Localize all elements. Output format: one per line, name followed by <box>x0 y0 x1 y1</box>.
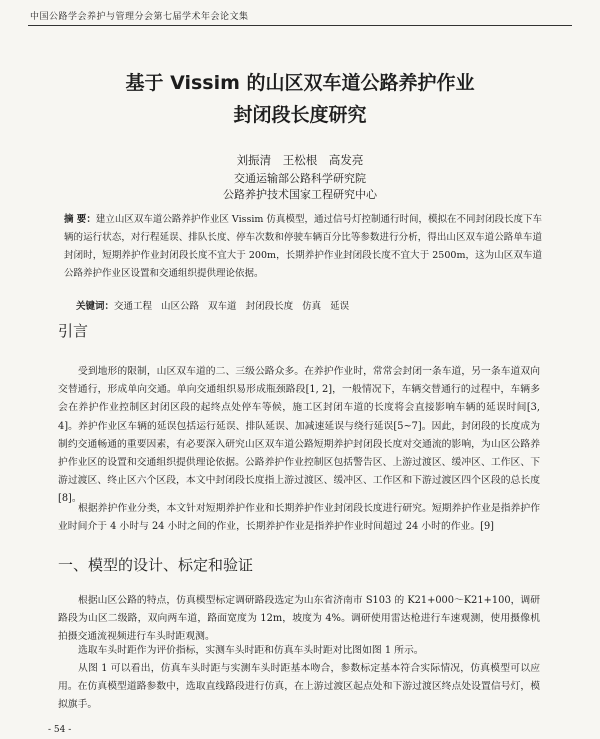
abstract <box>64 211 542 283</box>
model-paragraph-3: 从图 1 可以看出，仿真车头时距与实测车头时距基本吻合，参数标定基本符合实际情况，仿真模型可以应用。在仿真模型道路参数中，选取直线路段进行仿真，在上游过渡区起点处和下游过渡区终点处设置信号灯，模拟旗手。 <box>58 663 540 711</box>
section-title-model: 一、模型的设计、标定和验证 <box>58 556 254 574</box>
page-number: - 54 - <box>48 725 72 735</box>
model-paragraph-1: 根据山区公路的特点，仿真模型标定调研路段选定为山东省济南市 S103 的 K21+000～K21+100，调研路段为山区二级路，双向两车道，路面宽度为 12m，坡度为 4%。调研使用雷达枪进行车速观测，使用摄像机拍摄交通流视频进行车头时距观测。 <box>58 595 540 643</box>
section-title-intro: 引言 <box>58 322 89 340</box>
model-paragraph-2: 选取车头时距作为评价指标，实测车头时距和仿真车头时距对比图如图 1 所示。 <box>78 645 424 656</box>
keywords <box>76 298 536 312</box>
paper-title-line1: 基于 Vissim 的山区双车道公路养护作业 <box>125 72 475 94</box>
keywords-label: 关键词： <box>76 301 115 312</box>
affiliation-2: 公路养护技术国家工程研究中心 <box>223 188 377 201</box>
header-rule <box>28 25 572 26</box>
affiliation-1: 交通运输部公路科学研究院 <box>234 172 366 185</box>
intro-paragraph-2: 根据养护作业分类，本文针对短期养护作业和长期养护作业封闭段长度进行研究。短期养护作业是指养护作业时间介于 4 小时与 24 小时之间的作业，长期养护作业是指养护作业时间超过 24 小时的作业。[9] <box>58 503 540 533</box>
keywords-text: 交通工程 山区公路 双车道 封闭段长度 仿真 延误 <box>114 301 350 312</box>
authors: 刘振清 王松根 高发亮 <box>236 153 364 167</box>
running-header: 中国公路学会养护与管理分会第七届学术年会论文集 <box>30 12 249 22</box>
paper-title-line2: 封闭段长度研究 <box>233 104 367 126</box>
abstract-text: 建立山区双车道公路养护作业区 Vissim 仿真模型，通过信号灯控制通行时间，模拟在不同封闭段长度下车辆的运行状态，对行程延误、排队长度、停车次数和停驶车辆百分比等参数进行分析，得出山区双车道公路单车道封闭时，短期养护作业封闭段长度不宜大于 200m，长期养护作业封闭段长度不宜大于 2500m，这为山区双车道公路养护作业区设置和交通组织提供理论依据。 <box>64 214 542 279</box>
intro-paragraph-1: 受到地形的限制，山区双车道的二、三级公路众多。在养护作业时，常常会封闭一条车道，另一条车道双向交替通行，形成单向交通。单向交通组织易形成瓶颈路段[1, 2]，一般情况下，车辆交替通行的过程中，车辆多会在养护作业控制区封闭区段的起终点处停车等候，施工区封闭车道的长度将会直接影响车辆的延误时间[3, 4]。养护作业区车辆的延误包括运行延误、排队延误、加减速延误与绕行延误[5~7]。因此，封闭段的长度成为制约交通畅通的重要因素，有必要深入研究山区双车道公路短期养护封闭段长度对交通流的影响，为山区公路养护作业区的设置和交通组织提供理论依据。公路养护作业控制区包括警告区、上游过渡区、缓冲区、工作区、下游过渡区、终止区六个区段，本文中封闭段长度指上游过渡区、缓冲区、工作区和下游过渡区四个区段的总长度[8]。 <box>58 366 540 505</box>
abstract-label: 摘 要： <box>64 214 96 225</box>
